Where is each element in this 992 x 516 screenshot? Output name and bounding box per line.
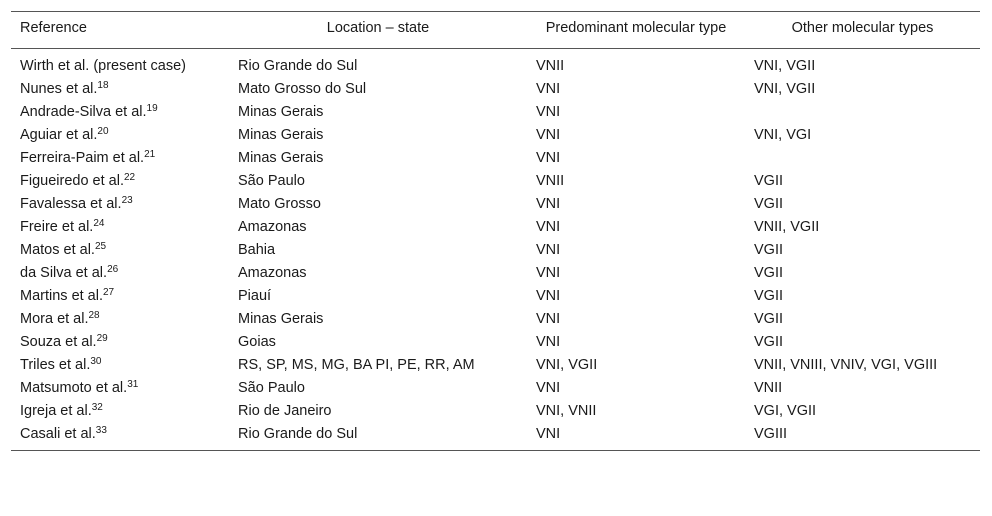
- reference-text: da Silva et al.: [20, 265, 108, 281]
- cell-other: [745, 102, 980, 125]
- citation-number: 30: [90, 356, 102, 367]
- cell-predominant: VNI: [536, 127, 561, 143]
- reference-text: Andrade-Silva et al.: [20, 104, 147, 120]
- cell-location: Amazonas: [238, 265, 307, 281]
- cell-predominant: VNI: [536, 334, 561, 350]
- cell-other: VNI, VGII: [754, 58, 816, 74]
- cell-other: VGIII: [754, 426, 788, 442]
- table-row: [11, 378, 980, 401]
- cell-predominant: VNI: [536, 219, 561, 235]
- table-row: [11, 424, 980, 451]
- cell-other: VGI, VGII: [754, 403, 817, 419]
- cell-location: RS, SP, MS, MG, BA PI, PE, RR, AM: [238, 357, 475, 373]
- cell-location: São Paulo: [238, 380, 305, 396]
- cell-location: Amazonas: [238, 219, 307, 235]
- reference-text: Mora et al.: [20, 311, 89, 327]
- cell-predominant: VNI: [536, 265, 561, 281]
- cell-predominant: VNI: [536, 380, 561, 396]
- citation-number: 33: [95, 425, 107, 436]
- cell-predominant: VNI: [536, 426, 561, 442]
- reference-text: Triles et al.: [20, 357, 91, 373]
- table-row: [11, 217, 980, 240]
- table-body: [11, 49, 980, 451]
- citation-number: 32: [91, 402, 103, 413]
- cell-reference: [11, 378, 229, 401]
- cell-other: VGII: [754, 173, 784, 189]
- reference-text: Matsumoto et al.: [20, 380, 128, 396]
- cell-location: Minas Gerais: [238, 104, 324, 120]
- header-location: Location – state: [326, 20, 430, 36]
- cell-predominant: VNII: [536, 58, 565, 74]
- table-header: [11, 12, 980, 49]
- cell-other: VGII: [754, 334, 784, 350]
- cell-other: [745, 148, 980, 171]
- table-row: [11, 79, 980, 102]
- cell-reference: [11, 401, 229, 424]
- cell-location: Rio Grande do Sul: [238, 426, 358, 442]
- reference-text: Casali et al.: [20, 426, 96, 442]
- cell-other: VNI, VGI: [754, 127, 812, 143]
- cell-predominant: VNI: [536, 150, 561, 166]
- cell-predominant: VNI: [536, 242, 561, 258]
- table-row: [11, 401, 980, 424]
- cell-other: VNI, VGII: [754, 81, 816, 97]
- cell-reference: [11, 79, 229, 102]
- table-row: [11, 332, 980, 355]
- cell-reference: [11, 148, 229, 171]
- cell-reference: [11, 125, 229, 148]
- cell-reference: [11, 194, 229, 217]
- header-predominant: Predominant molecular type: [545, 20, 727, 36]
- cell-reference: [11, 217, 229, 240]
- table-row: [11, 263, 980, 286]
- cell-predominant: VNI, VNII: [536, 403, 597, 419]
- citation-number: 22: [123, 172, 136, 183]
- cell-predominant: VNI: [536, 104, 561, 120]
- table-row: [11, 102, 980, 125]
- cell-other: VGII: [754, 265, 784, 281]
- cell-location: Mato Grosso: [238, 196, 321, 212]
- citation-number: 27: [103, 287, 115, 298]
- citation-number: 19: [146, 103, 158, 114]
- cell-reference: [11, 240, 229, 263]
- cell-location: Minas Gerais: [238, 127, 324, 143]
- cell-predominant: VNI: [536, 288, 561, 304]
- molecular-types-table: [11, 11, 980, 451]
- reference-text: Aguiar et al.: [20, 127, 98, 143]
- reference-text: Matos et al.: [20, 242, 95, 258]
- citation-number: 23: [121, 195, 133, 206]
- citation-number: 18: [97, 80, 109, 91]
- table-row: [11, 355, 980, 378]
- reference-text: Martins et al.: [20, 288, 103, 304]
- cell-other: VNII, VGII: [754, 219, 820, 235]
- table-row: [11, 286, 980, 309]
- cell-location: São Paulo: [238, 173, 305, 189]
- table-row: [11, 125, 980, 148]
- cell-predominant: VNI: [536, 81, 561, 97]
- reference-text: Wirth et al. (present case): [20, 58, 186, 74]
- citation-number: 21: [144, 149, 156, 160]
- table-row: [11, 240, 980, 263]
- cell-location: Rio Grande do Sul: [238, 58, 358, 74]
- cell-reference: [11, 286, 229, 309]
- reference-text: Freire et al.: [20, 219, 94, 235]
- citation-number: 20: [97, 126, 109, 137]
- cell-location: Goias: [238, 334, 276, 350]
- cell-reference: [11, 263, 229, 286]
- cell-reference: [11, 355, 229, 378]
- cell-reference: [11, 332, 229, 355]
- cell-location: Rio de Janeiro: [238, 403, 332, 419]
- cell-reference: [11, 424, 229, 451]
- table-row: [11, 309, 980, 332]
- cell-location: Piauí: [238, 288, 272, 304]
- citation-number: 28: [88, 310, 100, 321]
- cell-reference: [11, 171, 229, 194]
- cell-reference: [11, 49, 229, 80]
- citation-number: 25: [94, 241, 107, 252]
- cell-predominant: VNI, VGII: [536, 357, 598, 373]
- reference-text: Figueiredo et al.: [20, 173, 124, 189]
- reference-text: Ferreira-Paim et al.: [20, 150, 145, 166]
- cell-other: VGII: [754, 311, 784, 327]
- table-row: [11, 49, 980, 80]
- reference-text: Igreja et al.: [20, 403, 92, 419]
- reference-text: Souza et al.: [20, 334, 97, 350]
- citation-number: 26: [107, 264, 119, 275]
- cell-predominant: VNI: [536, 196, 561, 212]
- header-reference: Reference: [20, 20, 87, 36]
- reference-text: Nunes et al.: [20, 81, 98, 97]
- cell-reference: [11, 102, 229, 125]
- table-row: [11, 171, 980, 194]
- table-row: [11, 194, 980, 217]
- cell-predominant: VNI: [536, 311, 561, 327]
- header-other: Other molecular types: [791, 20, 934, 36]
- reference-text: Favalessa et al.: [20, 196, 122, 212]
- cell-other: VGII: [754, 196, 784, 212]
- cell-other: VGII: [754, 288, 784, 304]
- cell-reference: [11, 309, 229, 332]
- cell-location: Minas Gerais: [238, 311, 324, 327]
- cell-other: VNII: [754, 380, 783, 396]
- cell-location: Bahia: [238, 242, 276, 258]
- citation-number: 31: [127, 379, 139, 390]
- cell-other: VNII, VNIII, VNIV, VGI, VGIII: [754, 357, 938, 373]
- cell-other: VGII: [754, 242, 784, 258]
- citation-number: 24: [93, 218, 105, 229]
- table-row: [11, 148, 980, 171]
- header-row: [11, 12, 980, 49]
- citation-number: 29: [96, 333, 108, 344]
- cell-location: Mato Grosso do Sul: [238, 81, 367, 97]
- cell-predominant: VNII: [536, 173, 565, 189]
- cell-location: Minas Gerais: [238, 150, 324, 166]
